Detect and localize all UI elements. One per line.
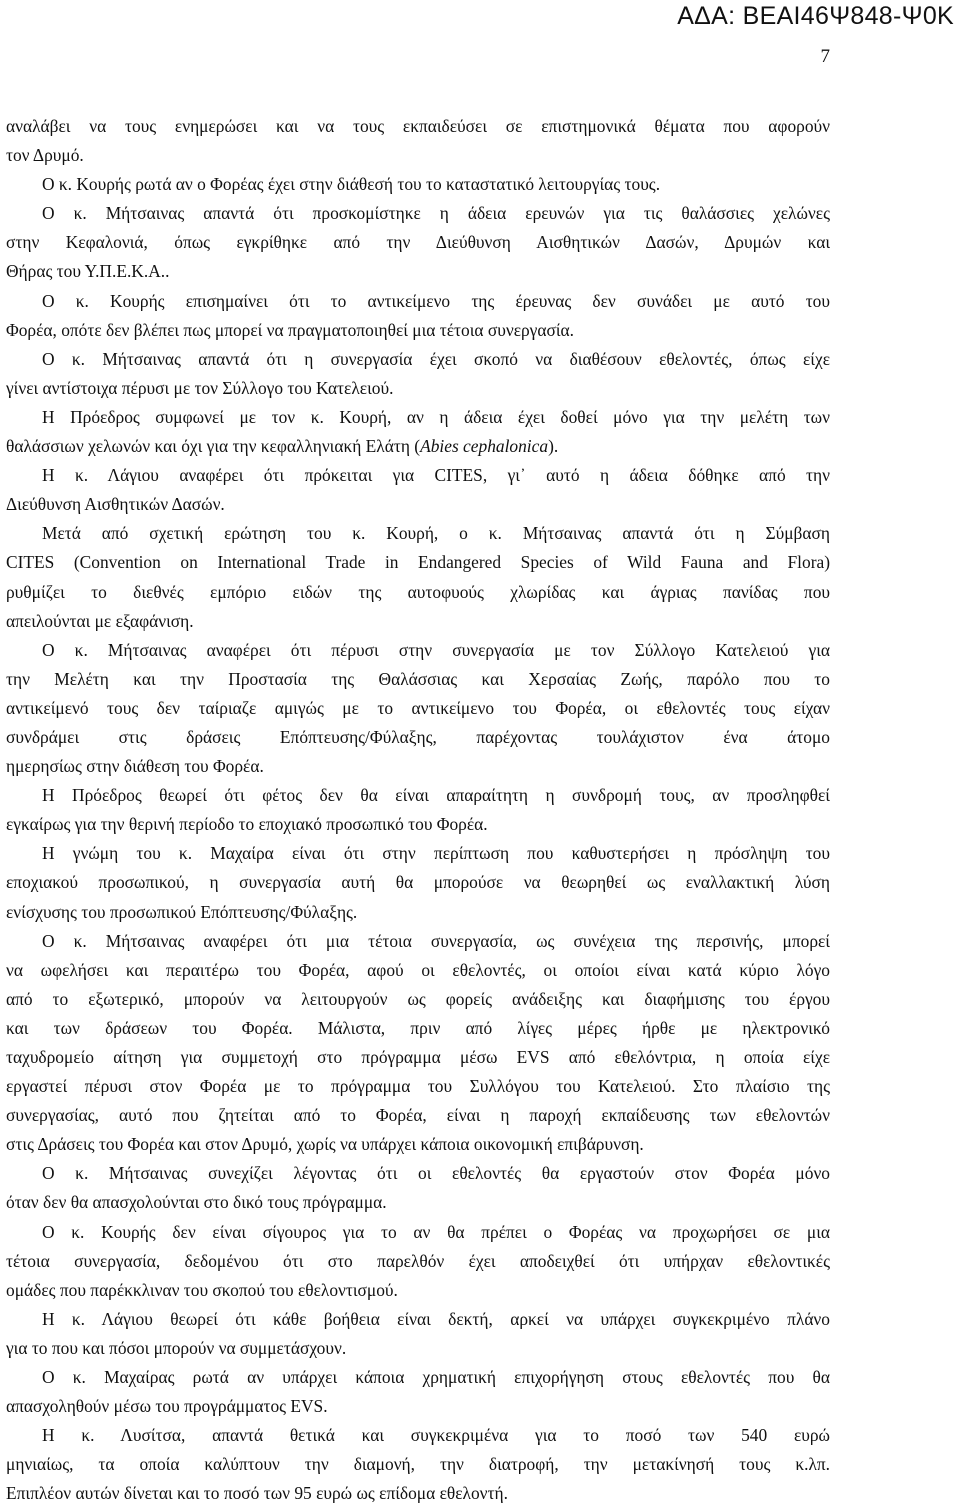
text-line: όταν δεν θα απασχολούνται στο δικό τους πρόγραμμα. [6,1192,387,1213]
text-line: Ο κ. Μήτσαινας συνεχίζει λέγοντας ότι οι εθελοντές θα εργαστούν στον Φορέα μόνο [42,1163,830,1184]
text-line: συνδράμει στις δράσεις Επόπτευσης/Φύλαξης, παρέχοντας τουλάχιστον ένα άτομο [6,726,830,747]
text-line: και των δράσεων του Φορέα. Μάλιστα, πριν από λίγες μέρες ήρθε με ηλεκτρονικό [6,1017,830,1038]
text-line: να ωφελήσει και περαιτέρω του Φορέα, αφού οι εθελοντές, οι οποίοι είναι κατά κύριο λόγο [6,959,830,980]
text-line: Η κ. Λάγιου αναφέρει ότι πρόκειται για CITES, γι᾽ αυτό η άδεια δόθηκε από την [42,465,830,486]
text-line: Η Πρόεδρος συμφωνεί με τον κ. Κουρή, αν η άδεια έχει δοθεί μόνο για την μελέτη των [42,406,830,427]
text-line-suffix: ). [548,436,559,457]
text-line: Η γνώμη του κ. Μαχαίρα είναι ότι στην περίπτωση που καθυστερήσει η πρόσληψη του [42,843,830,864]
text-line: Διεύθυνση Αισθητικών Δασών. [6,494,225,515]
text-line: ημερησίως στην διάθεση του Φορέα. [6,756,264,777]
text-line: Μετά από σχετική ερώτηση του κ. Κουρή, ο κ. Μήτσαινας απαντά ότι η Σύμβαση [42,523,830,544]
text-line: Ο κ. Μήτσαινας αναφέρει ότι μια τέτοια συνεργασία, ως συνέχεια της περσινής, μπορεί [42,930,830,951]
text-line: συνεργασίας, αυτό που ζητείται από το Φορέα, είναι η παροχή εκπαίδευσης των εθελοντών [6,1105,830,1126]
text-line: αναλάβει να τους ενημερώσει και να τους εκπαιδεύσει σε επιστημονικά θέματα που αφορούν [6,116,830,136]
text-line: εργαστεί πέρυσι στον Φορέα με το πρόγραμμα του Συλλόγου του Κατελειού. Στο πλαίσιο της [6,1076,830,1097]
text-line: εγκαίρως για την θερινή περίοδο το εποχιακό προσωπικό του Φορέα. [6,814,488,835]
page-number: 7 [820,46,830,67]
text-line: απειλούνται με εξαφάνιση. [6,610,194,631]
text-line: μηνιαίως, τα οποία καλύπτουν την διαμονή, την διατροφή, την μετακίνησή τους κ.λπ. [6,1454,830,1475]
text-line: Ο κ. Μήτσαινας αναφέρει ότι πέρυσι στην συνεργασία με τον Σύλλογο Κατελειού για [42,639,830,660]
text-line: CITES (Convention on International Trade in Endangered Species of Wild Fauna and Flora) [6,552,830,573]
text-line: αντικείμενό τους δεν ταίριαζε αμιγώς με το αντικείμενο του Φορέα, οι εθελοντές τους είχαν [6,697,830,718]
text-line: τον Δρυμό. [6,145,84,166]
text-line-prefix: θαλάσσιων χελωνών και όχι για την κεφαλληνιακή Ελάτη ( [6,436,421,457]
text-line: Η κ. Λάγιου θεωρεί ότι κάθε βοήθεια είναι δεκτή, αρκεί να υπάρχει συγκεκριμένο πλάνο [42,1308,830,1329]
text-line: ρυθμίζει το διεθνές εμπόριο ειδών της αυτοφυούς χλωρίδας και άγριας πανίδας που [6,581,830,602]
text-line: ομάδες που παρέκκλιναν του σκοπού του εθελοντισμού. [6,1279,398,1300]
text-line: απασχοληθούν μέσω του προγράμματος EVS. [6,1396,328,1417]
text-line: Επιπλέον αυτών δίνεται και το ποσό των 95 ευρώ ως επίδομα εθελοντή. [6,1483,508,1504]
text-line: Η κ. Λυσίτσα, απαντά θετικά και συγκεκριμένα για το ποσό των 540 ευρώ [42,1425,830,1446]
document-body [6,112,830,1509]
text-line: Ο κ. Κουρής ρωτά αν ο Φορέας έχει στην διάθεσή του το καταστατικό λειτουργίας τους. [42,174,661,195]
ada-code: ΑΔΑ: ΒΕΑΙ46Ψ848-Ψ0Κ [677,2,954,30]
text-line: εποχιακού προσωπικού, η συνεργασία αυτή θα μπορούσε να θεωρηθεί ως εναλλακτική λύση [6,872,830,893]
text-line: την Μελέτη και την Προστασία της Θαλάσσιας και Χερσαίας Ζωής, παρόλο που το [6,668,830,689]
text-line: Ο κ. Μαχαίρας ρωτά αν υπάρχει κάποια χρηματική επιχορήγηση στους εθελοντές που θα [42,1367,830,1388]
text-line: Ο κ. Μήτσαινας απαντά ότι η συνεργασία έχει σκοπό να διαθέσουν εθελοντές, όπως είχε [42,348,830,369]
text-line: από το εξωτερικό, μπορούν να λειτουργούν ως φορείς ανάδειξης και διαφήμισης του έργου [6,988,830,1009]
text-line: Φορέα, οπότε δεν βλέπει πως μπορεί να πραγματοποιηθεί μια τέτοια συνεργασία. [6,319,574,340]
text-line: Ο κ. Κουρής δεν είναι σίγουρος για το αν θα πρέπει ο Φορέας να προχωρήσει σε μια [42,1221,830,1242]
species-name: Abies cephalonica [420,436,549,457]
text-line: για το που και πόσοι μπορούν να συμμετάσχουν. [6,1337,347,1358]
text-line: Θήρας του Υ.Π.Ε.Κ.Α.. [6,261,170,282]
text-line-species [6,432,830,461]
text-line: τέτοια συνεργασία, δεδομένου ότι στο παρελθόν έχει αποδειχθεί ότι υπήρχαν εθελοντικές [6,1250,830,1271]
text-line: ταχυδρομείο αίτηση για συμμετοχή στο πρόγραμμα μέσω EVS από εθελόντρια, η οποία είχε [6,1047,830,1067]
text-line: Η Πρόεδρος θεωρεί ότι φέτος δεν θα είναι απαραίτητη η συνδρομή τους, αν προσληφθεί [42,785,830,806]
text-line: ενίσχυσης του προσωπικού Επόπτευσης/Φύλαξης. [6,901,358,922]
text-line: Ο κ. Κουρής επισημαίνει ότι το αντικείμενο της έρευνας δεν συνάδει με αυτό του [42,290,830,311]
text-line: στις Δράσεις του Φορέα και στον Δρυμό, χωρίς να υπάρχει κάποια οικονομική επιβάρυνση. [6,1134,644,1155]
text-line: στην Κεφαλονιά, όπως εγκρίθηκε από την Διεύθυνση Αισθητικών Δασών, Δρυμών και [6,232,830,253]
text-line: Ο κ. Μήτσαινας απαντά ότι προσκομίστηκε η άδεια ερευνών για τις θαλάσσιες χελώνες [42,203,830,224]
text-line: γίνει αντίστοιχα πέρυσι με τον Σύλλογο του Κατελειού. [6,377,394,398]
